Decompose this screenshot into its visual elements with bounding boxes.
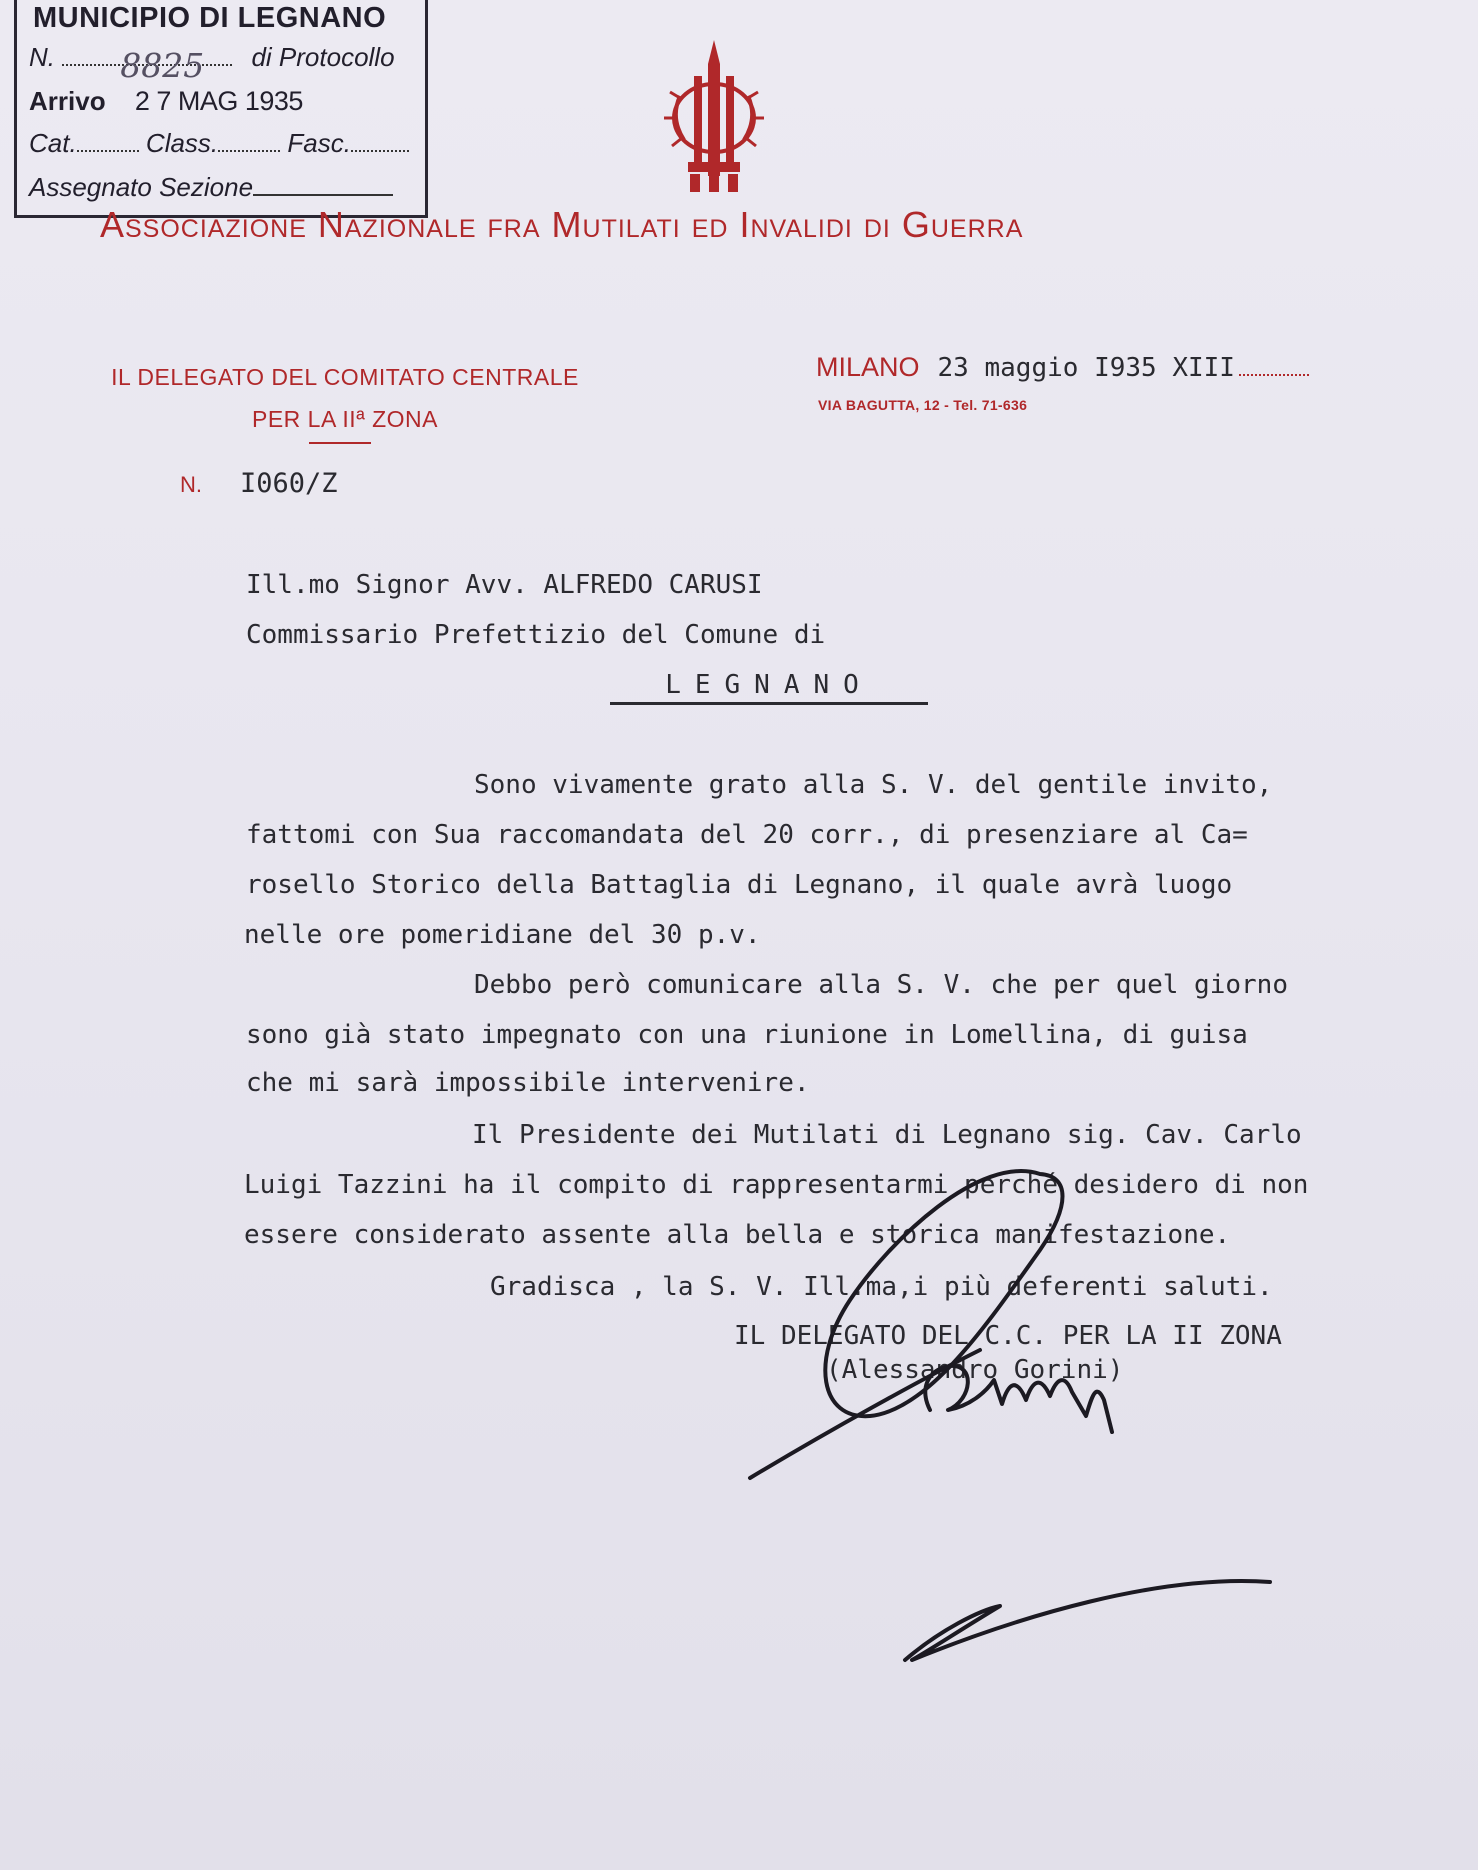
stamp-title: MUNICIPIO DI LEGNANO: [33, 2, 387, 34]
stamp-class-field: [218, 150, 280, 152]
body-line: Luigi Tazzini ha il compito di rappresentarmi perché desidero di non: [244, 1170, 1309, 1200]
stamp-arrivo-date: 2 7 MAG 1935: [134, 86, 303, 116]
body-line: sono già stato impegnato con una riunione in Lomellina, di guisa: [246, 1020, 1248, 1050]
handwritten-signature: [740, 1160, 1280, 1680]
stamp-assegnato-label: Assegnato Sezione: [29, 172, 254, 202]
letter-date: 23 maggio I935 XIII: [937, 353, 1235, 383]
recipient-line-2: Commissario Prefettizio del Comune di: [246, 620, 826, 650]
association-emblem-icon: [660, 36, 768, 194]
place-city: MILANO: [816, 352, 920, 382]
letterhead-address: VIA BAGUTTA, 12 - Tel. 71-636: [818, 397, 1028, 413]
reference-number: [180, 468, 338, 499]
closing-name: (Alessandro Gorini): [826, 1355, 1124, 1385]
body-line: rosello Storico della Battaglia di Legnano, il quale avrà luogo: [246, 870, 1233, 900]
delegate-divider: [309, 442, 371, 444]
stamp-cat-label: Cat.: [29, 128, 77, 158]
body-line: Il Presidente dei Mutilati di Legnano sig. Cav. Carlo: [472, 1120, 1302, 1150]
date-dotline: [1239, 374, 1309, 376]
delegate-heading: [100, 356, 590, 440]
stamp-number-row: [29, 42, 395, 85]
stamp-n-field: [62, 46, 232, 85]
stamp-assegnato-field: [253, 194, 393, 196]
stamp-class-label: Class.: [145, 128, 219, 158]
body-line: che mi sarà impossibile intervenire.: [246, 1068, 810, 1098]
stamp-fasc-label: Fasc.: [287, 128, 351, 158]
body-line: essere considerato assente alla bella e storica manifestazione.: [244, 1220, 1231, 1250]
body-line: Sono vivamente grato alla S. V. del gentile invito,: [474, 770, 1273, 800]
body-line: fattomi con Sua raccomandata del 20 corr., di presenziare al Ca=: [246, 820, 1248, 850]
body-line: nelle ore pomeridiane del 30 p.v.: [244, 920, 761, 950]
stamp-n-value: 8825: [120, 46, 205, 85]
reference-number-value: I060/Z: [240, 468, 338, 499]
stamp-n-label: N.: [29, 42, 55, 72]
closing-title: IL DELEGATO DEL C.C. PER LA II ZONA: [734, 1321, 1282, 1351]
stamp-arrivo-row: [29, 86, 303, 117]
place-date: [816, 352, 1309, 383]
reference-number-label: N.: [180, 472, 202, 497]
stamp-cat-field: [77, 150, 139, 152]
recipient-line-1: Ill.mo Signor Avv. ALFREDO CARUSI: [246, 570, 763, 600]
body-line: Gradisca , la S. V. Ill.ma,i più deferenti saluti.: [490, 1272, 1273, 1302]
stamp-class-row: [29, 128, 409, 159]
protocol-stamp: [14, 0, 428, 218]
recipient-city: LEGNANO: [610, 670, 928, 705]
delegate-line-1: IL DELEGATO DEL COMITATO CENTRALE: [111, 364, 579, 390]
body-line: Debbo però comunicare alla S. V. che per quel giorno: [474, 970, 1288, 1000]
stamp-arrivo-label: Arrivo: [29, 86, 106, 116]
stamp-protocol-label: di Protocollo: [251, 42, 395, 72]
delegate-line-2: PER LA IIª ZONA: [251, 406, 438, 432]
stamp-assegnato-row: [29, 172, 393, 203]
stamp-fasc-field: [351, 150, 409, 152]
association-name: Associazione Nazionale fra Mutilati ed Invalidi di Guerra: [100, 204, 1024, 245]
